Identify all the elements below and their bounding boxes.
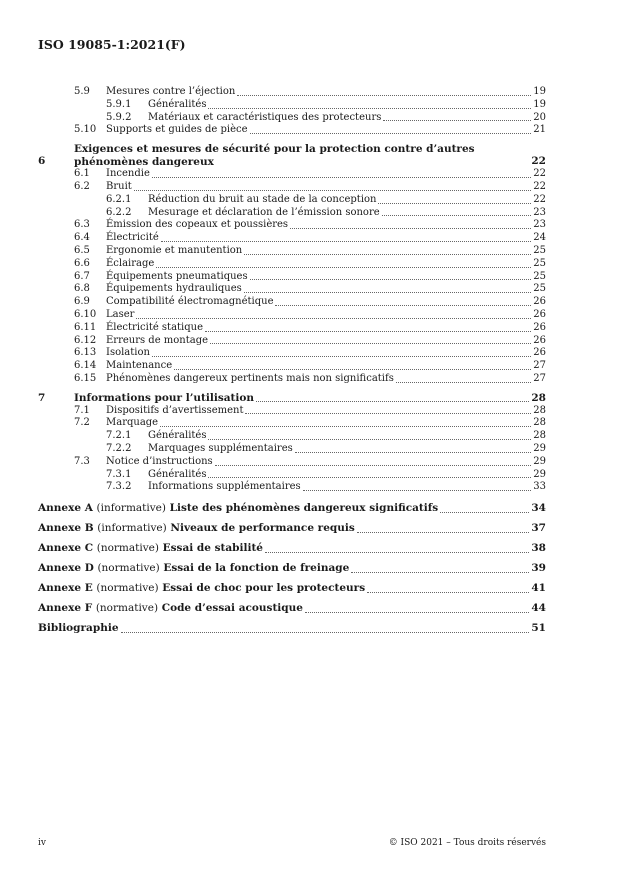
toc-entry-title: Compatibilité électromagnétique [106, 296, 274, 308]
toc-entry-page: 39 [531, 562, 546, 575]
toc-entry-title: Phénomènes dangereux pertinents mais non significatifs [106, 372, 394, 384]
dot-leader [208, 477, 531, 478]
toc-entry-annex[interactable] [38, 558, 546, 578]
toc-section-7 [38, 405, 546, 495]
toc-entry[interactable] [38, 347, 546, 360]
dot-leader [161, 241, 532, 242]
toc-entry-title: Mesures contre l’éjection [106, 86, 236, 97]
toc-entry-page: 26 [533, 296, 546, 308]
toc-entry-number: 7.3.1 [106, 468, 132, 480]
annex-kind: (informative) [96, 502, 166, 515]
toc-entry-page: 23 [533, 206, 546, 218]
toc-section-5 [38, 86, 546, 137]
dot-leader [174, 369, 531, 370]
toc-entry-title: Supports et guides de pièce [106, 124, 248, 136]
toc-entry-number: 6.12 [74, 334, 97, 346]
dot-leader [290, 228, 531, 229]
toc-entry[interactable] [38, 430, 546, 443]
toc-entry-number: 6.3 [74, 219, 90, 231]
toc-entry-number: 6.15 [74, 372, 97, 384]
dot-leader [367, 592, 529, 593]
toc-entry-title: Généralités [148, 98, 207, 110]
toc-entry-title: Incendie [106, 168, 150, 180]
toc-entry-number: 6.5 [74, 244, 90, 256]
annex-kind: (normative) [96, 542, 159, 555]
toc-entry-page: 27 [533, 360, 546, 372]
toc-entry-page: 26 [533, 347, 546, 359]
toc-entry-number: 6.14 [74, 360, 97, 372]
dot-leader [156, 267, 531, 268]
toc-entry-number: 5.10 [74, 124, 97, 136]
toc-entry-number: 6.2.2 [106, 206, 132, 218]
toc-entry-page: 51 [531, 622, 546, 635]
toc-entry-page: 19 [533, 86, 546, 97]
dot-leader [250, 133, 532, 134]
toc-entry-page: 25 [533, 283, 546, 295]
toc-entry[interactable] [38, 360, 546, 373]
toc-entry-title: Généralités [148, 468, 207, 480]
toc-entry-title: Bruit [106, 180, 132, 192]
dot-leader [250, 279, 532, 280]
dot-leader [152, 177, 531, 178]
toc-entry-page: 20 [533, 111, 546, 123]
toc-entry[interactable] [38, 181, 546, 194]
toc-entry-number: 6.9 [74, 296, 90, 308]
toc-entry-title: Isolation [106, 347, 150, 359]
toc-entry[interactable] [38, 443, 546, 456]
dot-leader [244, 292, 531, 293]
toc-entry-title: Équipements hydrauliques [106, 283, 242, 295]
annex-title: Essai de la fonction de freinage [163, 562, 350, 575]
annex-title: Code d’essai acoustique [161, 602, 303, 615]
toc-entry-title: Marquages supplémentaires [148, 442, 293, 454]
dot-leader [378, 203, 531, 204]
toc-entry[interactable] [38, 168, 546, 181]
toc-entry[interactable] [38, 296, 546, 309]
annex-label: Annexe F [38, 602, 93, 615]
toc-annexes [38, 498, 546, 618]
toc-entry-number: 7.3.2 [106, 481, 132, 493]
annex-kind: (normative) [96, 582, 159, 595]
toc-entry-number: 5.9.2 [106, 111, 132, 123]
annex-label: Annexe A [38, 502, 93, 515]
annex-kind: (normative) [95, 602, 159, 615]
toc-entry[interactable] [38, 245, 546, 258]
toc-entry-page: 41 [531, 582, 546, 595]
annex-label: Annexe D [38, 562, 94, 575]
toc-entry-6[interactable] [38, 143, 546, 168]
toc-entry-title [38, 578, 365, 598]
toc-entry-number: 6.4 [74, 232, 90, 244]
toc-entry-title [38, 538, 263, 558]
annex-title: Liste des phénomènes dangereux significatifs [169, 502, 439, 515]
toc-entry-page: 26 [533, 334, 546, 346]
toc-entry-number: 7.2.2 [106, 442, 132, 454]
toc-entry[interactable] [38, 309, 546, 322]
toc-entry[interactable] [38, 232, 546, 245]
toc-entry[interactable] [38, 417, 546, 430]
toc-entry-page: 25 [533, 270, 546, 282]
toc-entry-annex[interactable] [38, 498, 546, 518]
dot-leader [245, 413, 531, 414]
toc-entry-page: 29 [533, 455, 546, 467]
dot-leader [275, 305, 531, 306]
toc-entry-page: 26 [533, 321, 546, 333]
dot-leader [136, 318, 531, 319]
annex-title: Essai de stabilité [162, 542, 263, 555]
toc-entry-page: 29 [533, 468, 546, 480]
toc-entry-number: 5.9 [74, 86, 90, 97]
dot-leader [305, 612, 529, 613]
toc-entry-annex[interactable] [38, 518, 546, 538]
toc-entry-title: Exigences et mesures de sécurité pour la protection contre d’autres phénomènes dangereux [74, 143, 475, 168]
toc-section-6 [38, 168, 546, 386]
table-of-contents [38, 86, 546, 638]
dot-leader [134, 190, 531, 191]
document-header: ISO 19085-1:2021(F) [38, 37, 186, 52]
dot-leader [208, 439, 531, 440]
toc-entry-title: Équipements pneumatiques [106, 270, 248, 282]
annex-title: Niveaux de performance requis [170, 522, 355, 535]
toc-entry-page: 22 [533, 168, 546, 180]
toc-entry-number: 6.2 [74, 180, 90, 192]
toc-entry[interactable] [38, 405, 546, 418]
toc-entry[interactable] [38, 112, 546, 125]
toc-entry-page: 28 [533, 417, 546, 429]
toc-entry-title: Électricité [106, 232, 159, 244]
toc-entry-number: 6.13 [74, 347, 97, 359]
toc-entry[interactable] [38, 194, 546, 207]
annex-label: Annexe C [38, 542, 94, 555]
toc-entry[interactable] [38, 481, 546, 494]
toc-entry-page: 34 [531, 502, 546, 515]
dot-leader [440, 512, 529, 513]
toc-entry[interactable] [38, 335, 546, 348]
toc-entry-title [38, 518, 355, 538]
toc-entry-title: Maintenance [106, 360, 173, 372]
toc-entry-page: 26 [533, 308, 546, 320]
dot-leader [210, 343, 531, 344]
toc-entry-number: 6.7 [74, 270, 90, 282]
toc-entry-title: Électricité statique [106, 321, 204, 333]
toc-entry-number: 6.11 [74, 321, 97, 333]
dot-leader [205, 331, 531, 332]
toc-entry-page: 19 [533, 98, 546, 110]
toc-entry-page: 24 [533, 232, 546, 244]
toc-entry[interactable] [38, 86, 546, 99]
toc-entry-title: Éclairage [106, 257, 155, 269]
toc-entry-number: 7.1 [74, 404, 90, 416]
toc-entry-title: Erreurs de montage [106, 334, 209, 346]
toc-entry-title: Émission des copeaux et poussières [106, 219, 289, 231]
footer-copyright: © ISO 2021 – Tous droits réservés [388, 838, 546, 848]
toc-entry-page: 25 [533, 257, 546, 269]
toc-entry[interactable] [38, 124, 546, 137]
dot-leader [351, 572, 529, 573]
toc-entry-page: 38 [531, 542, 546, 555]
dot-leader [265, 552, 529, 553]
toc-entry-number: 6.10 [74, 308, 97, 320]
toc-entry[interactable] [38, 99, 546, 112]
toc-entry[interactable] [38, 456, 546, 469]
toc-entry-title: Généralités [148, 430, 207, 442]
toc-entry-title: Dispositifs d’avertissement [106, 404, 244, 416]
toc-entry-7[interactable] [38, 392, 546, 405]
toc-entry-page: 33 [533, 481, 546, 493]
toc-entry-annex[interactable] [38, 598, 546, 618]
dot-leader [357, 532, 530, 533]
toc-entry-title: Informations supplémentaires [148, 481, 301, 493]
toc-entry-number: 6.1 [74, 168, 90, 180]
toc-entry-page: 22 [531, 155, 546, 168]
toc-entry-title [38, 558, 349, 578]
toc-entry-page: 25 [533, 244, 546, 256]
toc-entry-number: 6.8 [74, 283, 90, 295]
toc-entry-number: 6.2.1 [106, 193, 132, 205]
dot-leader [208, 108, 531, 109]
toc-entry-title: Marquage [106, 417, 159, 429]
toc-entry-title: Bibliographie [38, 622, 119, 635]
annex-kind: (informative) [97, 522, 167, 535]
footer-page-number: iv [38, 838, 46, 848]
toc-entry-title: Laser [106, 308, 135, 320]
dot-leader [215, 465, 532, 466]
toc-entry[interactable] [38, 207, 546, 220]
toc-entry[interactable] [38, 469, 546, 482]
annex-title: Essai de choc pour les protecteurs [162, 582, 366, 595]
toc-entry-number: 6 [38, 155, 46, 168]
dot-leader [396, 382, 531, 383]
toc-entry-number: 7.3 [74, 455, 90, 467]
dot-leader [160, 426, 531, 427]
toc-entry-page: 28 [531, 391, 546, 404]
toc-entry-page: 28 [533, 430, 546, 442]
toc-entry-bibliography[interactable] [38, 618, 546, 638]
toc-entry-title: Mesurage et déclaration de l’émission sonore [148, 206, 380, 218]
dot-leader [256, 401, 529, 402]
toc-entry-page: 21 [533, 124, 546, 136]
toc-entry-annex[interactable] [38, 538, 546, 558]
toc-entry[interactable] [38, 283, 546, 296]
toc-entry-page: 27 [533, 372, 546, 384]
toc-entry-page: 29 [533, 442, 546, 454]
toc-entry[interactable] [38, 271, 546, 284]
annex-label: Annexe E [38, 582, 93, 595]
annex-label: Annexe B [38, 522, 94, 535]
toc-entry-number: 6.6 [74, 257, 90, 269]
toc-entry-number: 7.2 [74, 417, 90, 429]
toc-entry[interactable] [38, 373, 546, 386]
toc-entry-page: 22 [533, 193, 546, 205]
dot-leader [121, 632, 530, 633]
toc-entry-number: 5.9.1 [106, 98, 132, 110]
toc-entry-title [38, 598, 303, 618]
toc-entry-page: 37 [531, 522, 546, 535]
toc-entry-number: 7.2.1 [106, 430, 132, 442]
toc-entry-title: Informations pour l’utilisation [74, 391, 255, 404]
toc-entry-title: Réduction du bruit au stade de la conception [148, 193, 377, 205]
dot-leader [382, 215, 532, 216]
toc-entry-page: 28 [533, 404, 546, 416]
toc-entry-page: 44 [531, 602, 546, 615]
dot-leader [303, 490, 532, 491]
toc-entry-title: Notice d’instructions [106, 455, 213, 467]
dot-leader [152, 356, 531, 357]
toc-entry-page: 23 [533, 219, 546, 231]
toc-entry-title [38, 498, 438, 518]
toc-entry-number: 7 [38, 391, 46, 404]
toc-entry[interactable] [38, 258, 546, 271]
toc-entry[interactable] [38, 219, 546, 232]
toc-entry[interactable] [38, 322, 546, 335]
toc-entry-annex[interactable] [38, 578, 546, 598]
dot-leader [295, 452, 532, 453]
annex-kind: (normative) [97, 562, 160, 575]
toc-entry-title: Matériaux et caractéristiques des protecteurs [148, 111, 382, 123]
toc-entry-title: Ergonomie et manutention [106, 244, 243, 256]
dot-leader [237, 95, 531, 96]
toc-entry-page: 22 [533, 180, 546, 192]
dot-leader [244, 254, 531, 255]
dot-leader [383, 120, 531, 121]
